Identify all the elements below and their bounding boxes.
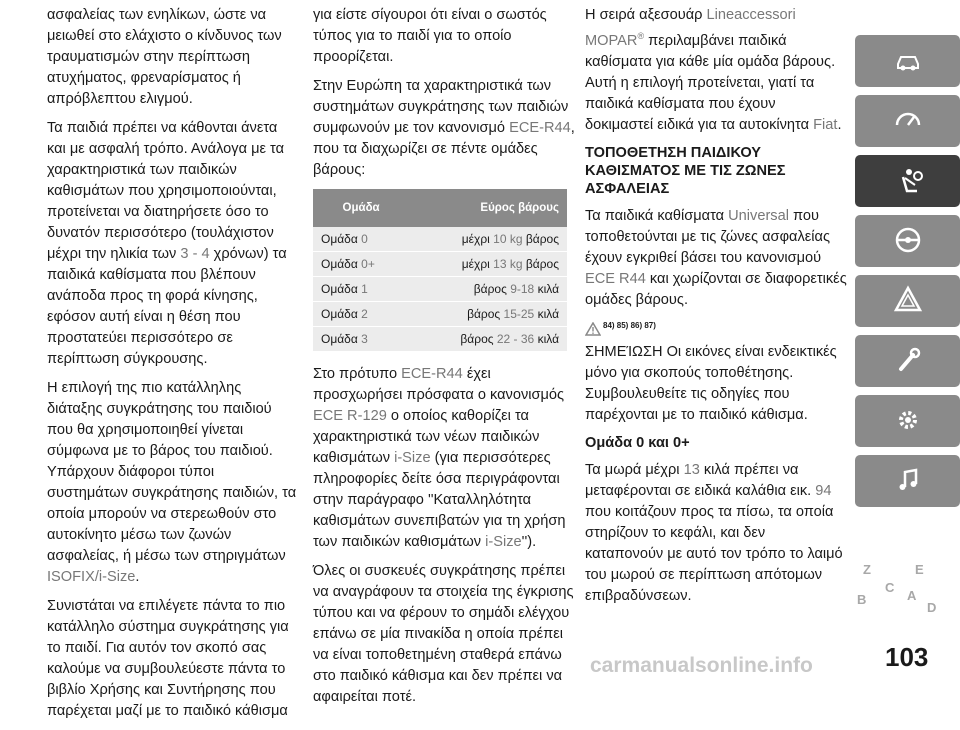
chapter-tabs [855, 35, 960, 515]
weight-cell: βάρος 15-25 κιλά [409, 302, 567, 327]
watermark: carmanualsonline.info [590, 654, 813, 677]
paragraph: Τα μωρά μέχρι 13 κιλά πρέπει να μεταφέρονται σε ειδικά καλάθια εικ. 94 που κοιτάζουν προς τα πίσω, τα οποία στηρίζουν το κεφάλι, και δεν καταπονούν με αυτό τον τρόπο το λαιμό του μωρού σε περίπτωση απότομων επιβραδύνσεων. [585, 461, 843, 604]
isofix-term: ISOFIX/i-Size [47, 569, 136, 585]
index-letter: A [907, 588, 917, 603]
table-header-weight-range: Εύρος βάρους [409, 189, 567, 227]
text-column-2 [313, 5, 575, 716]
gear-icon [893, 405, 923, 435]
page-number: 103 [885, 642, 929, 672]
group-cell: Ομάδα 2 [313, 302, 409, 327]
tab-maintenance[interactable] [855, 335, 960, 387]
tab-starting-driving[interactable] [855, 215, 960, 267]
paragraph: για είστε σίγουροι ότι είναι ο σωστός τύπος για το παιδί για το οποίο προορίζεται. [313, 7, 547, 65]
paragraph: Τα παιδικά καθίσματα Universal που τοποθετούνται με τις ζώνες ασφαλείας έχουν εγκριθεί βάσει του κανονισμού ECE R44 και χωρίζονται σε διαφορετικές ομάδες βάρους. [585, 207, 847, 308]
weight-cell: μέχρι 10 kg βάρος [409, 227, 567, 252]
tab-safety[interactable] [855, 155, 960, 207]
index-letter: C [885, 580, 895, 595]
group-cell: Ομάδα 0 [313, 227, 409, 252]
car-icon [893, 45, 923, 75]
index-letter: B [857, 592, 867, 607]
paragraph: Η επιλογή της πιο κατάλληλης διάταξης συγκράτησης του παιδιού που θα χρησιμοποιηθεί γίνεται σύμφωνα με το βάρος του παιδιού. Υπάρχουν διάφοροι τύποι συστημάτων συγκράτησης παιδιών, τα οποία μπορούν να στερεωθούν στο αυτοκίνητο μέσω των ζωνών ασφαλείας, ή μέσω των στηριγμάτων ISOFIX/i-Size. [47, 380, 297, 585]
gauge-icon [893, 105, 923, 135]
index-letters [855, 560, 945, 630]
index-letter: E [915, 562, 924, 577]
warning-references [585, 315, 847, 336]
regulation-term: ECE-R44 [509, 120, 571, 136]
table-row [313, 327, 567, 352]
table-header-row [313, 189, 567, 227]
weight-cell: βάρος 9-18 κιλά [409, 277, 567, 302]
paragraph: ασφαλείας των ενηλίκων, ώστε να μειωθεί στο ελάχιστο ο κίνδυνος των τραυματισμών στην περίπτωση ατυχήματος, φρεναρίσματος ή απρόβλεπτου ελιγμού. [47, 7, 282, 107]
tab-multimedia[interactable] [855, 455, 960, 507]
paragraph: Στο πρότυπο ECE-R44 έχει προσχωρήσει πρόσφατα ο κανονισμός ECE R-129 ο οποίος καθορίζει τα χαρακτηριστικά των νέων παιδικών καθισμάτων i-Size (για περισσότερες πληροφορίες δείτε όσα περιγράφονται στην παράγραφο ''Καταλληλότητα καθισμάτων συνεπιβατών για τη χρήση των παιδικών καθισμάτων i-Size''). [313, 366, 566, 550]
warning-triangle-icon [893, 285, 923, 315]
weight-cell: μέχρι 13 kg βάρος [409, 252, 567, 277]
paragraph: Η σειρά αξεσουάρ Lineaccessori MOPAR® περιλαμβάνει παιδικά καθίσματα για κάθε μία ομάδα βάρους. Αυτή η επιλογή προτείνεται, γιατί τα παιδικά καθίσματα που έχουν δοκιμαστεί ειδικά για τα αυτοκίνητα Fiat. [585, 7, 842, 133]
age-range: 3 - 4 [180, 246, 210, 262]
tab-technical-data[interactable] [855, 395, 960, 447]
index-letter: Z [863, 562, 871, 577]
table-row [313, 277, 567, 302]
table-row [313, 252, 567, 277]
paragraph: Συνιστάται να επιλέγετε πάντα το πιο κατάλληλο σύστημα συγκράτησης για το παιδί. Για αυτόν τον σκοπό σας καλούμε να συμβουλεύεστε πάντα το βιβλίο Χρήσης και Συντήρησης που παρέχεται μαζί με το παιδικό κάθισμα [47, 598, 289, 719]
wrench-icon [893, 345, 923, 375]
weight-groups-table [313, 189, 567, 352]
table-row [313, 302, 567, 327]
text-column-1 [47, 5, 297, 730]
table-header-group: Ομάδα [313, 189, 409, 227]
index-letter: D [927, 600, 937, 615]
tab-vehicle[interactable] [855, 35, 960, 87]
table-row [313, 227, 567, 252]
note-paragraph: ΣΗΜΕΊΩΣΗ Οι εικόνες είναι ενδεικτικές μόνο για σκοπούς τοποθέτησης. Συμβουλευθείτε τις οδηγίες που παρέχονται με το παιδικό κάθισμα. [585, 343, 837, 423]
section-heading: Ομάδα 0 και 0+ [585, 434, 690, 451]
airbag-seat-icon [893, 165, 925, 197]
music-note-icon [893, 465, 923, 495]
tab-emergency[interactable] [855, 275, 960, 327]
paragraph: Τα παιδιά πρέπει να κάθονται άνετα και με ασφαλή τρόπο. Ανάλογα με τα χαρακτηριστικά των παιδικών καθισμάτων που χρησιμοποιούνται, προτείνεται να διατηρήσετε όσο το δυνατόν περισσότερο (τουλάχιστον μέχρι την ηλικία των 3 - 4 χρόνων) τα παιδικά καθίσματα που βλέπουν ανάποδα προς τη φορά κίνησης, εφόσον αυτή είναι η θέση που προστατεύει περισσότερο σε περίπτωση σύγκρουσης. [47, 120, 287, 367]
weight-cell: βάρος 22 - 36 κιλά [409, 327, 567, 352]
paragraph: Στην Ευρώπη τα χαρακτηριστικά των συστημάτων συγκράτησης των παιδιών συμφωνούν με τον κανονισμό ECE-R44, που τα διαχωρίζει σε πέντε ομάδες βάρους: [313, 78, 575, 178]
reference-numbers: 84) 85) 86) 87) [603, 320, 656, 330]
group-cell: Ομάδα 0+ [313, 252, 409, 277]
warning-icon [585, 322, 601, 336]
paragraph: Όλες οι συσκευές συγκράτησης πρέπει να αναγράφουν τα στοιχεία της έγκρισης τύπου και να φέρουν το σημάδι ελέγχου επάνω σε μία πινακίδα η οποία πρέπει να είναι τοποθετημένη σταθερά επάνω στο παιδικό κάθισμα και δεν πρέπει να αφαιρείται ποτέ. [313, 563, 574, 705]
group-cell: Ομάδα 3 [313, 327, 409, 352]
text-column-3 [585, 5, 847, 615]
tab-dashboard[interactable] [855, 95, 960, 147]
section-heading: ΤΟΠΟΘΕΤΗΣΗ ΠΑΙΔΙΚΟΥ ΚΑΘΙΣΜΑΤΟΣ ΜΕ ΤΙΣ ΖΩΝΕΣ ΑΣΦΑΛΕΙΑΣ [585, 144, 786, 197]
group-cell: Ομάδα 1 [313, 277, 409, 302]
steering-wheel-icon [893, 225, 923, 255]
